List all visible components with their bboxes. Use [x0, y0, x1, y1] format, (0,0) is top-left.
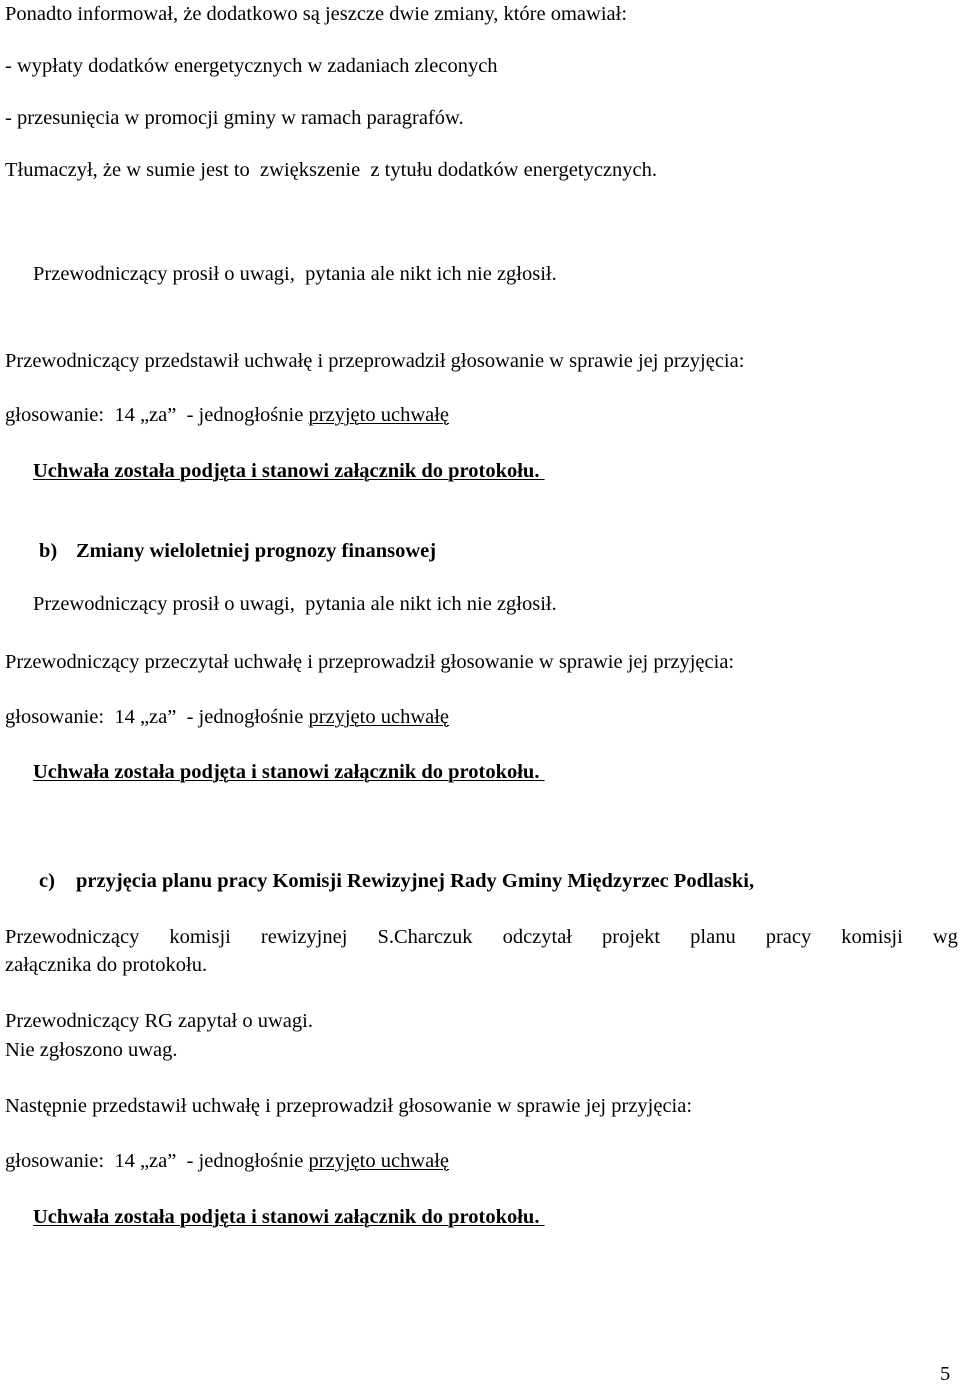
vote-result-text: głosowanie: 14 „za” - jednogłośnie — [5, 1150, 309, 1172]
justified-paragraph-line — [5, 927, 958, 948]
paragraph-line: Nie zgłoszono uwag. — [5, 1039, 178, 1061]
vote-result-text: głosowanie: 14 „za” - jednogłośnie — [5, 706, 309, 728]
word: odczytał — [502, 926, 573, 948]
list-item: - przesunięcia w promocji gminy w ramach paragrafów. — [5, 107, 464, 129]
section-heading: Zmiany wieloletniej prognozy finansowej — [76, 540, 437, 562]
page-number: 5 — [940, 1363, 951, 1385]
word: S.Charczuk — [377, 926, 473, 948]
paragraph-line: Przewodniczący prosił o uwagi, pytania ale nikt ich nie zgłosił. — [33, 263, 557, 285]
word: rewizyjnej — [260, 926, 348, 948]
paragraph-line: Ponadto informował, że dodatkowo są jeszcze dwie zmiany, które omawiał: — [5, 3, 628, 25]
word: Przewodniczący — [5, 926, 140, 948]
paragraph-line: Tłumaczył, że w sumie jest to zwiększenie z tytułu dodatków energetycznych. — [5, 159, 657, 181]
word: wg — [932, 926, 958, 948]
list-item: - wypłaty dodatków energetycznych w zadaniach zleconych — [5, 55, 498, 77]
word: komisji — [169, 926, 231, 948]
paragraph-line: Przewodniczący RG zapytał o uwagi. — [5, 1010, 313, 1032]
section-heading-marker: c) — [39, 870, 55, 892]
vote-result-text: głosowanie: 14 „za” - jednogłośnie — [5, 404, 309, 426]
word: komisji — [841, 926, 903, 948]
resolution-note: Uchwała została podjęta i stanowi załącznik do protokołu. — [33, 761, 545, 783]
vote-result-line — [5, 1151, 449, 1172]
resolution-note: Uchwała została podjęta i stanowi załącznik do protokołu. — [33, 460, 545, 482]
vote-result-line — [5, 707, 449, 728]
paragraph-line: Przewodniczący przedstawił uchwałę i przeprowadził głosowanie w sprawie jej przyjęcia: — [5, 350, 745, 372]
paragraph-line: Następnie przedstawił uchwałę i przeprowadził głosowanie w sprawie jej przyjęcia: — [5, 1095, 693, 1117]
word: projekt — [602, 926, 661, 948]
word: pracy — [765, 926, 812, 948]
section-heading-marker: b) — [39, 540, 58, 562]
section-heading: przyjęcia planu pracy Komisji Rewizyjnej Rady Gminy Międzyrzec Podlaski, — [76, 870, 755, 892]
paragraph-line: Przewodniczący przeczytał uchwałę i przeprowadził głosowanie w sprawie jej przyjęcia: — [5, 651, 735, 673]
paragraph-line: załącznika do protokołu. — [5, 954, 208, 976]
word: planu — [690, 926, 736, 948]
vote-result-line — [5, 405, 449, 426]
resolution-adopted-text: przyjęto uchwałę — [308, 706, 450, 728]
resolution-adopted-text: przyjęto uchwałę — [308, 1150, 450, 1172]
paragraph-line: Przewodniczący prosił o uwagi, pytania ale nikt ich nie zgłosił. — [33, 593, 557, 615]
resolution-note: Uchwała została podjęta i stanowi załącznik do protokołu. — [33, 1206, 545, 1228]
resolution-adopted-text: przyjęto uchwałę — [308, 404, 450, 426]
